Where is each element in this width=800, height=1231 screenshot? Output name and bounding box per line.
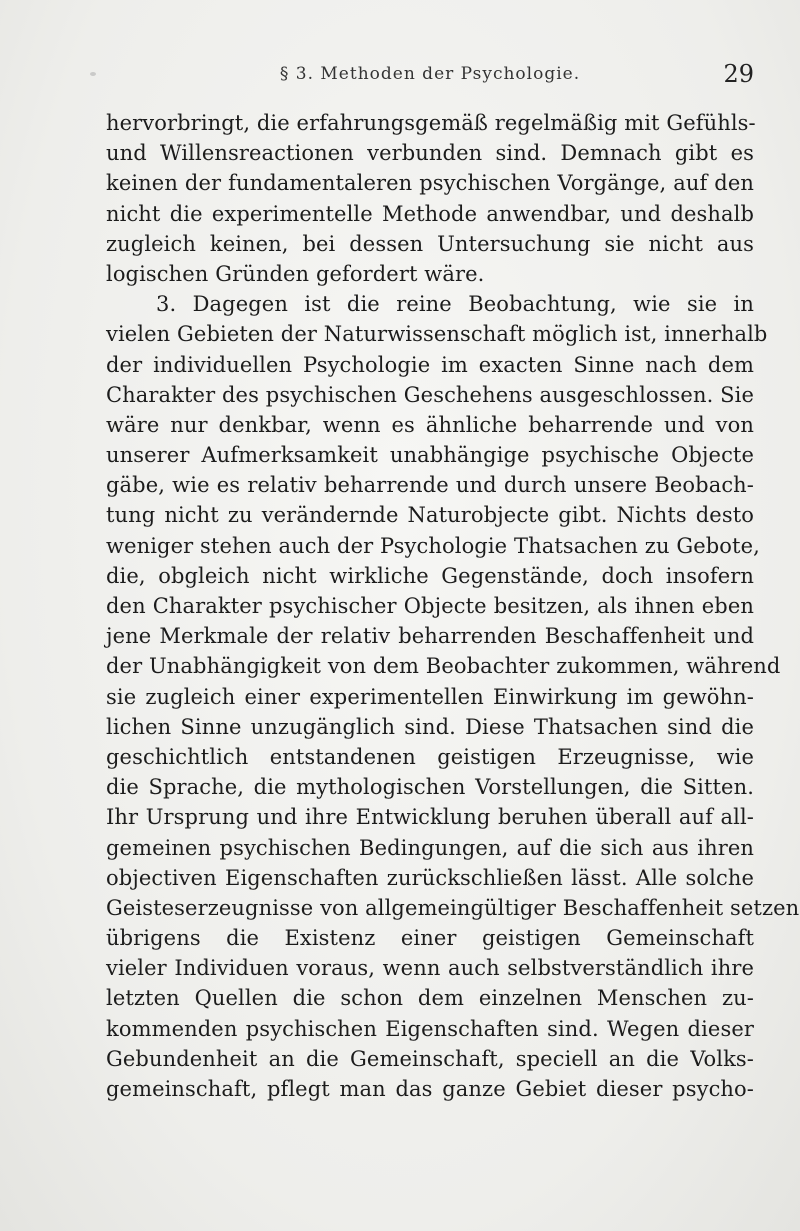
- text-line: sie zugleich einer experimentellen Einwirkung im gewöhn-: [106, 684, 754, 709]
- text-line: die Sprache, die mythologischen Vorstellungen, die Sitten.: [106, 775, 754, 800]
- text-line: hervorbringt, die erfahrungsgemäß regelmäßig mit Gefühls-: [106, 111, 756, 135]
- page-number: 29: [723, 60, 754, 88]
- text-line: der individuellen Psychologie im exacten Sinne nach dem: [106, 352, 754, 377]
- text-line: vieler Individuen voraus, wenn auch selbstverständlich ihre: [106, 956, 754, 981]
- text-line: logischen Gründen gefordert wäre.: [106, 261, 485, 286]
- text-line: der Unabhängigkeit von dem Beobachter zukommen, während: [106, 654, 781, 679]
- text-line: Gebundenheit an die Gemeinschaft, speciell an die Volks-: [106, 1046, 754, 1071]
- text-line: objectiven Eigenschaften zurückschließen lässt. Alle solche: [106, 865, 754, 890]
- text-line: Ihr Ursprung und ihre Entwicklung beruhen überall auf all-: [106, 805, 754, 830]
- text-line: Geisteserzeugnisse von allgemeingültiger Beschaffenheit setzen: [106, 895, 800, 920]
- text-line: Charakter des psychischen Geschehens ausgeschlossen. Sie: [106, 382, 754, 407]
- text-line: vielen Gebieten der Naturwissenschaft möglich ist, innerhalb: [106, 322, 768, 347]
- running-title: § 3. Methoden der Psychologie.: [279, 64, 581, 84]
- text-line: geschichtlich entstandenen geistigen Erzeugnisse, wie: [106, 744, 754, 769]
- text-line: den Charakter psychischer Objecte besitzen, als ihnen eben: [106, 594, 754, 618]
- body-text: [106, 108, 800, 1104]
- text-line: und Willensreactionen verbunden sind. Demnach gibt es: [106, 141, 754, 166]
- text-line: keinen der fundamentaleren psychischen Vorgänge, auf den: [106, 171, 754, 196]
- text-line: weniger stehen auch der Psychologie Thatsachen zu Gebote,: [106, 533, 760, 558]
- text-line: die, obgleich nicht wirkliche Gegenstände, doch insofern: [106, 563, 754, 588]
- ink-smudge: [90, 72, 96, 76]
- text-line: tung nicht zu verändernde Naturobjecte gibt. Nichts desto: [106, 503, 754, 528]
- text-line: jene Merkmale der relativ beharrenden Beschaffenheit und: [106, 624, 754, 649]
- text-line: letzten Quellen die schon dem einzelnen Menschen zu-: [106, 986, 754, 1011]
- text-line: unserer Aufmerksamkeit unabhängige psychische Objecte: [106, 443, 754, 468]
- text-line: gemeinen psychischen Bedingungen, auf die sich aus ihren: [106, 835, 754, 860]
- text-line: lichen Sinne unzugänglich sind. Diese Thatsachen sind die: [106, 714, 754, 739]
- text-line: kommenden psychischen Eigenschaften sind. Wegen dieser: [106, 1016, 754, 1041]
- text-line: gemeinschaft, pflegt man das ganze Gebiet dieser psycho-: [106, 1077, 754, 1101]
- text-line: gäbe, wie es relativ beharrende und durch unsere Beobach-: [106, 473, 754, 498]
- text-line: nicht die experimentelle Methode anwendbar, und deshalb: [106, 201, 754, 226]
- text-line: 3. Dagegen ist die reine Beobachtung, wie sie in: [156, 292, 754, 317]
- text-line: übrigens die Existenz einer geistigen Gemeinschaft: [106, 926, 754, 951]
- text-line: wäre nur denkbar, wenn es ähnliche beharrende und von: [106, 412, 754, 437]
- text-line: zugleich keinen, bei dessen Untersuchung sie nicht aus: [106, 231, 754, 256]
- running-header: [106, 58, 754, 98]
